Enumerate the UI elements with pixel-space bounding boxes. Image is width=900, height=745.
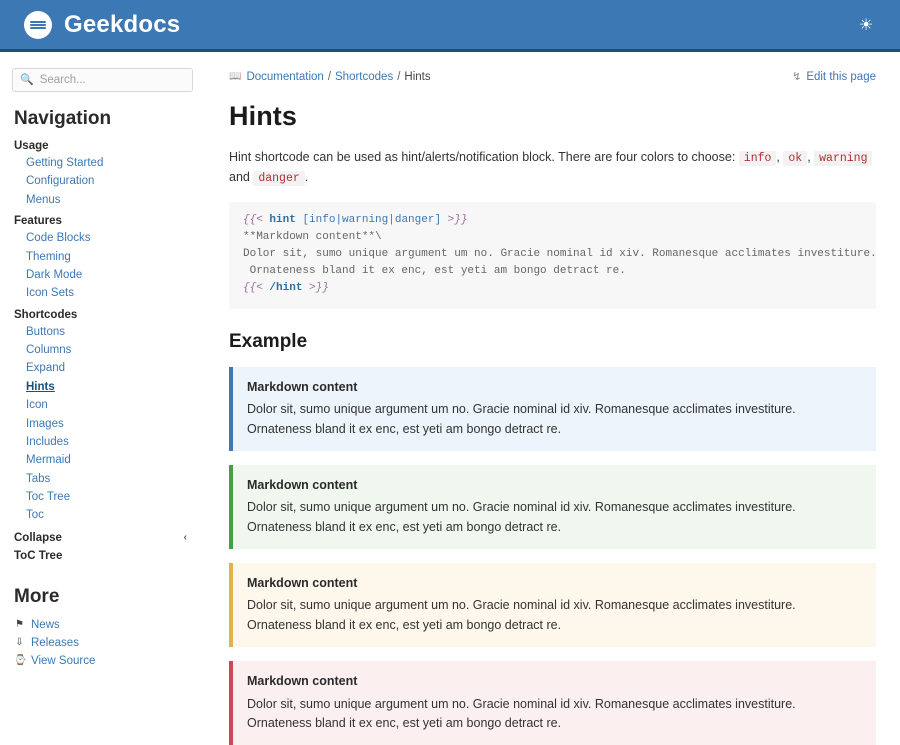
sidebar-item-getting-started[interactable]: Getting Started	[26, 157, 104, 169]
code-tag-hint-end: /hint	[269, 281, 303, 294]
more-link-news[interactable]	[12, 616, 193, 634]
collapse-label: Collapse	[14, 531, 62, 544]
code-ok: ok	[783, 151, 807, 166]
example-heading: Example	[229, 330, 308, 352]
hint-title: Markdown content	[247, 379, 358, 394]
hint-body: Dolor sit, sumo unique argument um no. Gracie nominal id xiv. Romanesque acclimates investiture. Ornateness bland it ex enc, est yeti am bongo detract re.	[247, 598, 796, 632]
code-open-brace-end: {{<	[243, 281, 263, 294]
hint-body: Dolor sit, sumo unique argument um no. Gracie nominal id xiv. Romanesque acclimates investiture. Ornateness bland it ex enc, est yeti am bongo detract re.	[247, 500, 796, 534]
sidebar-item-images[interactable]: Images	[26, 417, 64, 430]
nav-section-usage: Usage	[14, 140, 49, 152]
brand-title: Geekdocs	[64, 10, 181, 38]
brightness-icon[interactable]: ☀	[858, 16, 874, 34]
sidebar-item-columns[interactable]: Columns	[26, 344, 72, 356]
code-close-brace: >}}	[447, 213, 468, 226]
sidebar-item-configuration[interactable]: Configuration	[26, 175, 95, 188]
code-warning: warning	[814, 151, 872, 166]
code-line-3: Dolor sit, sumo unique argument um no. Gracie nominal id xiv. Romanesque acclimates investiture.	[243, 247, 877, 260]
sidebar-item-includes[interactable]: Includes	[26, 435, 69, 448]
sidebar-item-mermaid[interactable]: Mermaid	[26, 454, 71, 467]
brand-home-link[interactable]	[24, 11, 180, 39]
navigation-heading: Navigation	[14, 108, 112, 129]
sidebar-item-theming[interactable]: Theming	[26, 250, 71, 263]
code-attr-variants: [info|warning|danger]	[302, 213, 442, 226]
more-heading: More	[14, 585, 60, 607]
sidebar-item-code-blocks[interactable]: Code Blocks	[26, 232, 91, 245]
more-link-label: View Source	[31, 654, 96, 667]
hint-box-danger	[229, 661, 876, 745]
code-line-4: Ornateness bland it ex enc, est yeti am bongo detract re.	[243, 264, 626, 277]
hint-body: Dolor sit, sumo unique argument um no. Gracie nominal id xiv. Romanesque acclimates investiture. Ornateness bland it ex enc, est yeti am bongo detract re.	[247, 402, 796, 436]
nav-section-shortcodes: Shortcodes	[14, 308, 78, 321]
header-actions	[856, 15, 876, 35]
comma: ,	[807, 150, 811, 164]
chevron-left-icon: ‹	[183, 532, 187, 544]
breadcrumb-item-shortcodes[interactable]: Shortcodes	[335, 70, 394, 83]
sidebar	[0, 52, 205, 667]
sidebar-item-toc-tree[interactable]: Toc Tree	[26, 491, 71, 503]
code-info: info	[739, 151, 777, 166]
code-line-2: **Markdown content**\	[243, 230, 382, 243]
download-icon: ⇩	[15, 637, 24, 649]
hint-box-warning	[229, 563, 876, 647]
search-icon: 🔍	[20, 73, 34, 86]
breadcrumb-separator: /	[397, 70, 401, 83]
intro-text-end: .	[304, 169, 309, 184]
nav-section-toc-tree: ToC Tree	[14, 549, 63, 562]
branch-icon: ↯	[792, 71, 802, 83]
sidebar-item-hints[interactable]: Hints	[26, 380, 55, 393]
code-branch-icon: ⌚	[14, 655, 27, 667]
hint-title: Markdown content	[247, 576, 358, 591]
sidebar-collapse-toggle[interactable]	[14, 532, 193, 544]
search-input[interactable]	[40, 74, 185, 86]
intro-text-before: Hint shortcode can be used as hint/alerts/notification block. There are four colors to choose:	[229, 150, 736, 164]
breadcrumb-item-hints: Hints	[404, 70, 431, 83]
hint-title: Markdown content	[247, 477, 358, 492]
sidebar-item-icon[interactable]: Icon	[26, 399, 48, 412]
intro-text-mid: and	[229, 169, 250, 184]
hint-title: Markdown content	[247, 674, 358, 689]
breadcrumb	[229, 68, 876, 95]
more-link-label: Releases	[31, 636, 79, 649]
search-box[interactable]	[12, 68, 193, 92]
more-link-releases[interactable]	[12, 634, 193, 652]
sidebar-item-icon-sets[interactable]: Icon Sets	[26, 287, 74, 300]
more-link-view-source[interactable]	[12, 652, 193, 670]
hint-box-info	[229, 367, 876, 451]
code-danger: danger	[253, 171, 304, 186]
nav-section-features: Features	[14, 215, 62, 228]
page-layout	[0, 52, 900, 730]
more-link-label: News	[31, 618, 60, 631]
sidebar-item-dark-mode[interactable]: Dark Mode	[26, 268, 83, 281]
intro-paragraph	[229, 148, 876, 188]
comma: ,	[776, 150, 780, 164]
breadcrumb-item-documentation[interactable]: Documentation	[246, 70, 324, 83]
bell-icon: ⚑	[15, 619, 24, 631]
code-tag-hint: hint	[269, 213, 296, 226]
code-close-brace-end: >}}	[309, 281, 329, 294]
code-open-brace: {{<	[243, 213, 263, 226]
code-block-example	[229, 202, 876, 309]
site-header	[0, 0, 900, 52]
edit-this-page-link[interactable]	[792, 70, 876, 83]
hint-body: Dolor sit, sumo unique argument um no. Gracie nominal id xiv. Romanesque acclimates investiture. Ornateness bland it ex enc, est yeti am bongo detract re.	[247, 696, 796, 730]
hint-box-ok	[229, 465, 876, 549]
main-content	[205, 52, 900, 730]
book-icon: 📖	[229, 71, 242, 82]
breadcrumb-separator: /	[327, 70, 332, 83]
sidebar-item-menus[interactable]: Menus	[26, 193, 61, 206]
hamburger-circle-icon	[24, 11, 52, 39]
page-title: Hints	[229, 101, 297, 131]
edit-this-page-label: Edit this page	[806, 70, 876, 83]
sidebar-item-expand[interactable]: Expand	[26, 362, 66, 375]
sidebar-item-buttons[interactable]: Buttons	[26, 325, 65, 338]
sidebar-item-tabs[interactable]: Tabs	[26, 472, 51, 485]
sidebar-item-toc[interactable]: Toc	[26, 509, 44, 522]
